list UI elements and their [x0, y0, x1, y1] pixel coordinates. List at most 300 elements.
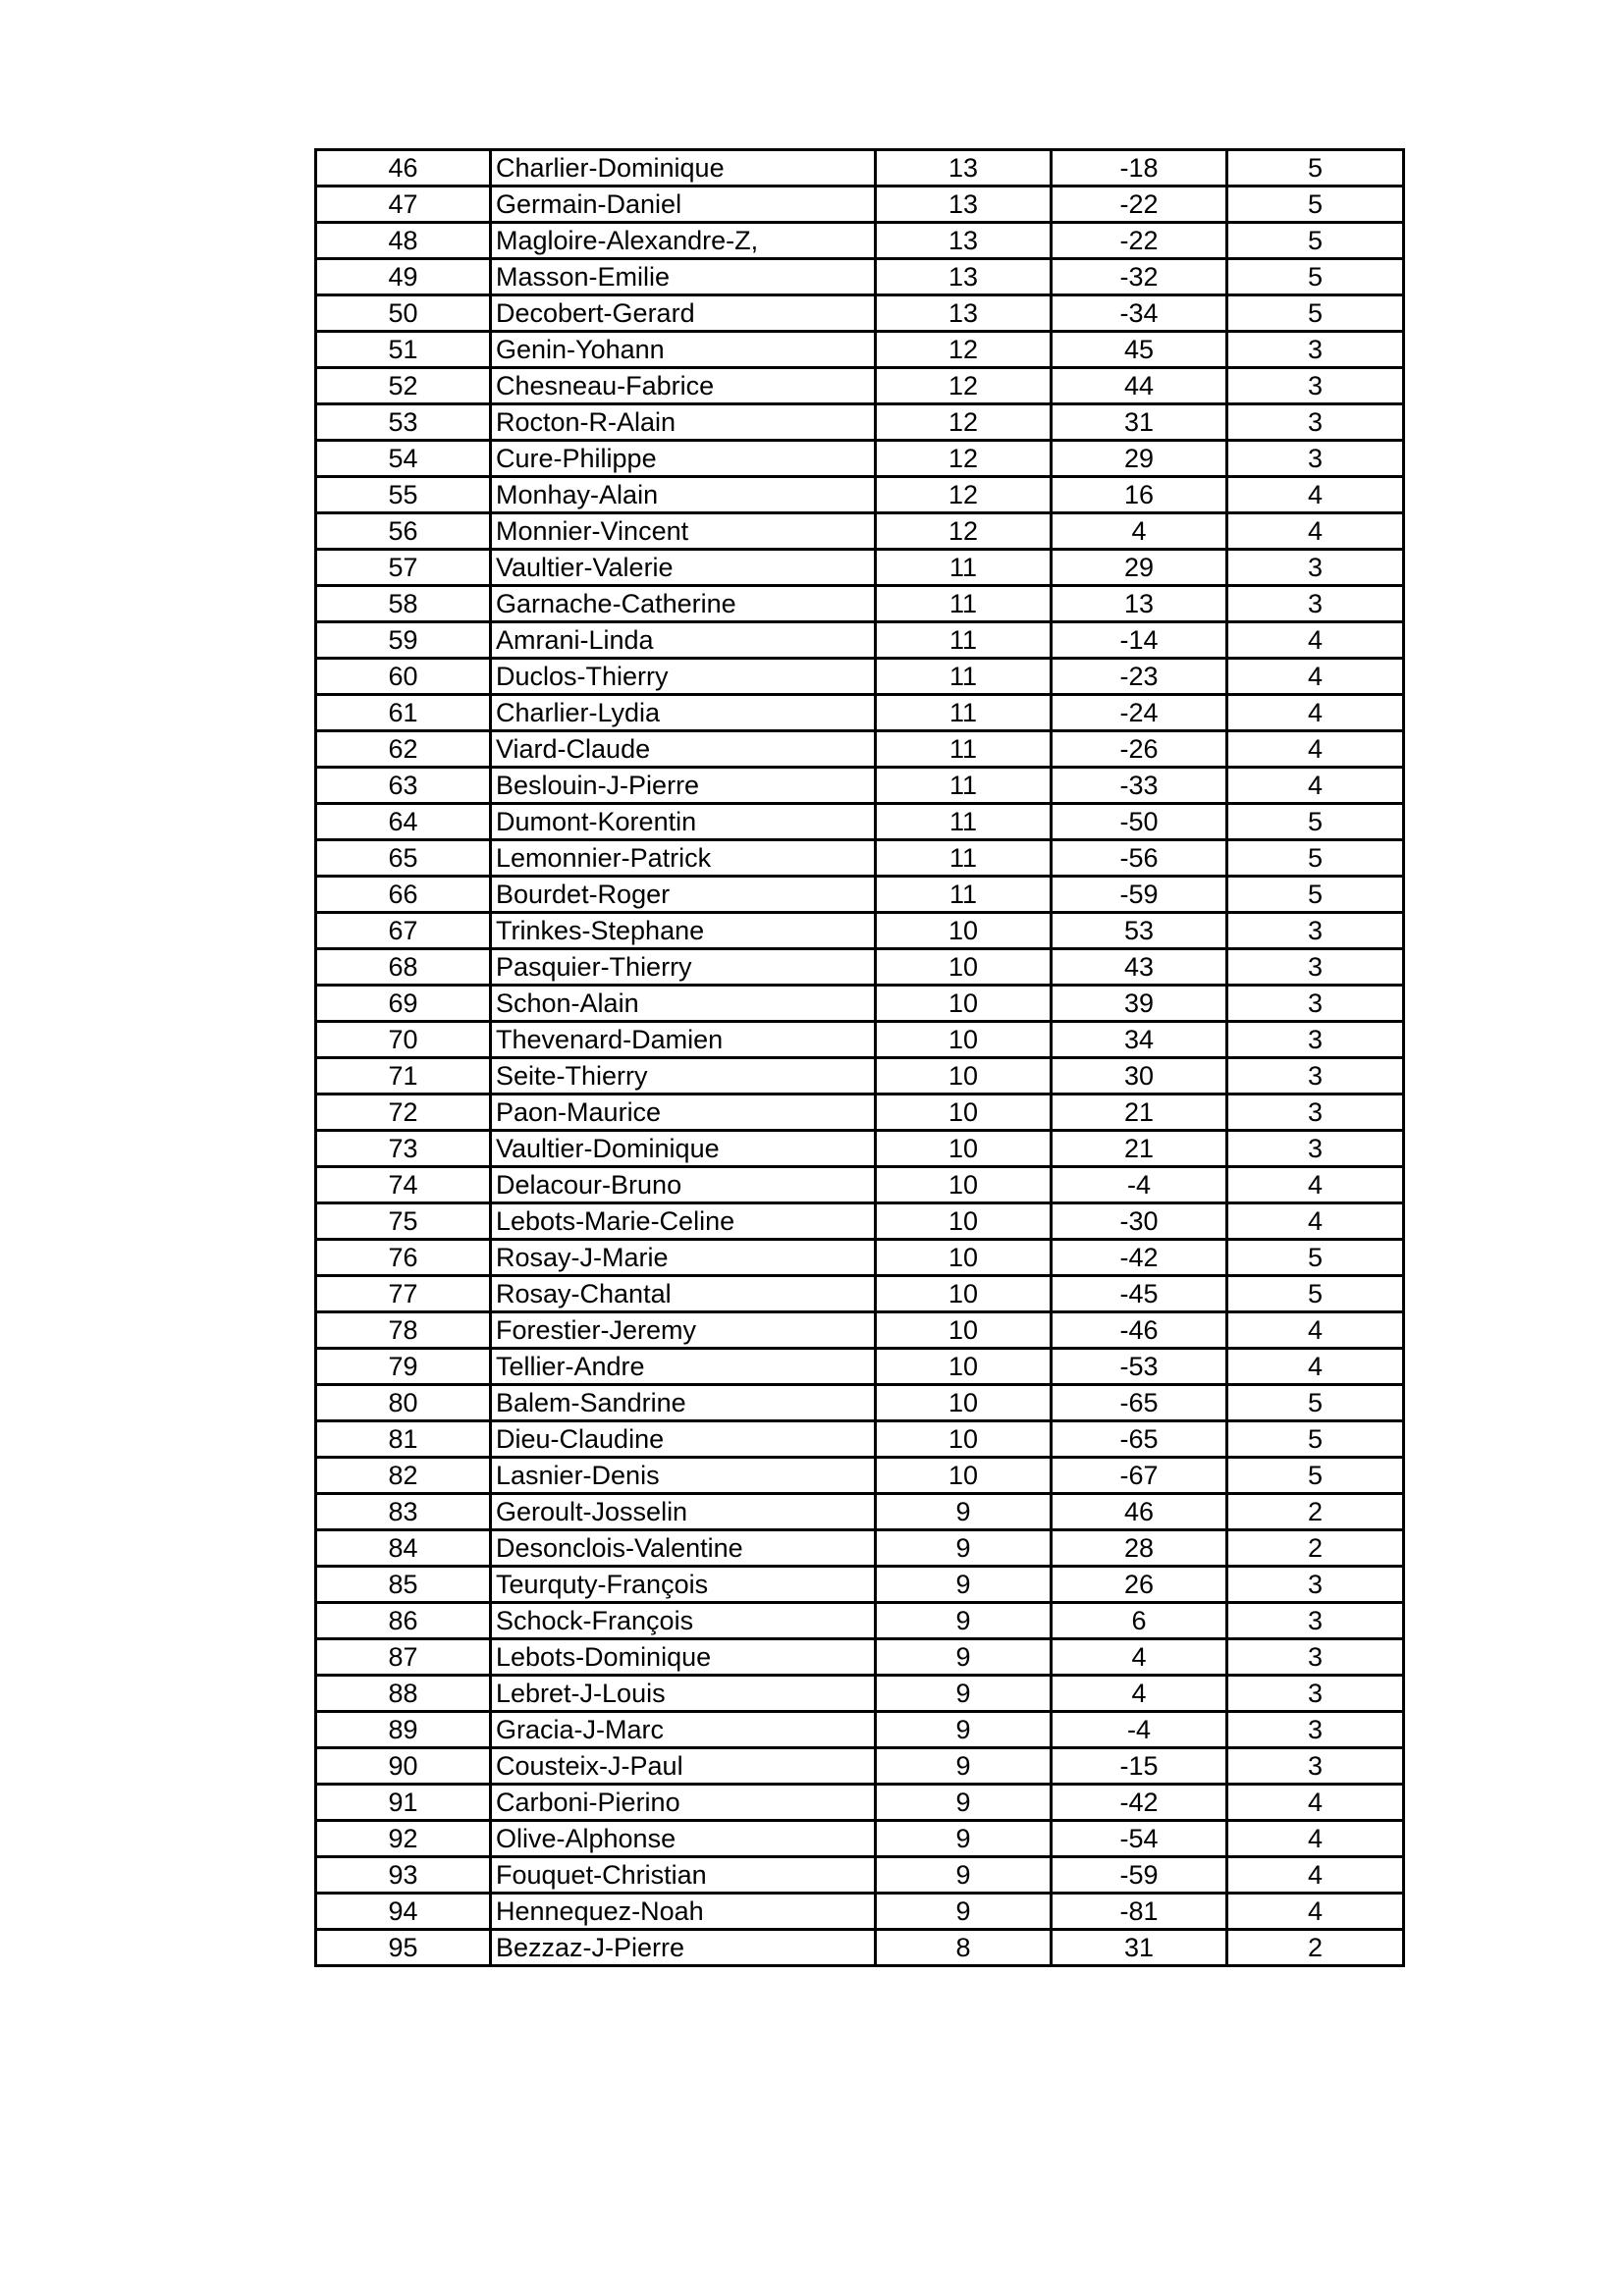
table-row	[316, 1785, 1404, 1821]
difference-cell: -59	[1052, 1857, 1227, 1894]
difference-cell: 6	[1052, 1603, 1227, 1639]
table-row	[316, 1058, 1404, 1095]
name-cell: Decobert-Gerard	[491, 295, 876, 332]
difference-cell: 45	[1052, 332, 1227, 368]
rank-cell: 78	[316, 1312, 491, 1349]
table-row	[316, 1894, 1404, 1930]
rank-cell: 51	[316, 332, 491, 368]
points-cell: 12	[876, 368, 1052, 404]
difference-cell: 34	[1052, 1022, 1227, 1058]
table-row	[316, 1494, 1404, 1530]
rank-cell: 69	[316, 986, 491, 1022]
count-cell: 4	[1227, 622, 1404, 659]
name-cell: Monhay-Alain	[491, 477, 876, 513]
name-cell: Lebret-J-Louis	[491, 1676, 876, 1712]
difference-cell: -22	[1052, 223, 1227, 259]
points-cell: 13	[876, 259, 1052, 295]
name-cell: Schon-Alain	[491, 986, 876, 1022]
rank-cell: 62	[316, 731, 491, 768]
count-cell: 3	[1227, 949, 1404, 986]
points-cell: 9	[876, 1857, 1052, 1894]
count-cell: 3	[1227, 1712, 1404, 1748]
table-row	[316, 768, 1404, 804]
count-cell: 3	[1227, 1567, 1404, 1603]
difference-cell: 31	[1052, 1930, 1227, 1966]
table-row	[316, 1276, 1404, 1312]
name-cell: Lasnier-Denis	[491, 1458, 876, 1494]
difference-cell: 29	[1052, 550, 1227, 586]
difference-cell: -30	[1052, 1203, 1227, 1240]
points-cell: 10	[876, 1131, 1052, 1167]
count-cell: 5	[1227, 259, 1404, 295]
count-cell: 3	[1227, 1603, 1404, 1639]
table-row	[316, 1930, 1404, 1966]
table-row	[316, 1022, 1404, 1058]
difference-cell: -65	[1052, 1421, 1227, 1458]
name-cell: Dumont-Korentin	[491, 804, 876, 840]
difference-cell: 44	[1052, 368, 1227, 404]
count-cell: 3	[1227, 913, 1404, 949]
name-cell: Pasquier-Thierry	[491, 949, 876, 986]
rank-cell: 88	[316, 1676, 491, 1712]
name-cell: Masson-Emilie	[491, 259, 876, 295]
points-cell: 10	[876, 1167, 1052, 1203]
points-cell: 10	[876, 1276, 1052, 1312]
points-cell: 10	[876, 949, 1052, 986]
points-cell: 10	[876, 986, 1052, 1022]
name-cell: Lemonnier-Patrick	[491, 840, 876, 877]
difference-cell: -22	[1052, 187, 1227, 223]
difference-cell: 53	[1052, 913, 1227, 949]
name-cell: Beslouin-J-Pierre	[491, 768, 876, 804]
difference-cell: 4	[1052, 1676, 1227, 1712]
rank-cell: 70	[316, 1022, 491, 1058]
rank-cell: 77	[316, 1276, 491, 1312]
difference-cell: -34	[1052, 295, 1227, 332]
difference-cell: 31	[1052, 404, 1227, 441]
points-cell: 9	[876, 1785, 1052, 1821]
difference-cell: -42	[1052, 1785, 1227, 1821]
rank-cell: 86	[316, 1603, 491, 1639]
name-cell: Bezzaz-J-Pierre	[491, 1930, 876, 1966]
difference-cell: -56	[1052, 840, 1227, 877]
table-row	[316, 986, 1404, 1022]
difference-cell: 30	[1052, 1058, 1227, 1095]
table-row	[316, 1131, 1404, 1167]
count-cell: 5	[1227, 150, 1404, 187]
points-cell: 13	[876, 223, 1052, 259]
count-cell: 3	[1227, 1748, 1404, 1785]
table-row	[316, 1857, 1404, 1894]
difference-cell: -26	[1052, 731, 1227, 768]
rank-cell: 53	[316, 404, 491, 441]
count-cell: 4	[1227, 768, 1404, 804]
table-row	[316, 441, 1404, 477]
table-row	[316, 1821, 1404, 1857]
points-cell: 12	[876, 441, 1052, 477]
difference-cell: -4	[1052, 1167, 1227, 1203]
points-cell: 11	[876, 877, 1052, 913]
count-cell: 3	[1227, 586, 1404, 622]
name-cell: Gracia-J-Marc	[491, 1712, 876, 1748]
name-cell: Rosay-Chantal	[491, 1276, 876, 1312]
points-cell: 11	[876, 659, 1052, 695]
table-row	[316, 949, 1404, 986]
difference-cell: -46	[1052, 1312, 1227, 1349]
name-cell: Olive-Alphonse	[491, 1821, 876, 1857]
rank-cell: 46	[316, 150, 491, 187]
rank-cell: 67	[316, 913, 491, 949]
name-cell: Desonclois-Valentine	[491, 1530, 876, 1567]
points-cell: 9	[876, 1894, 1052, 1930]
rank-cell: 94	[316, 1894, 491, 1930]
table-row	[316, 913, 1404, 949]
count-cell: 4	[1227, 1821, 1404, 1857]
count-cell: 2	[1227, 1530, 1404, 1567]
points-cell: 10	[876, 1458, 1052, 1494]
table-row	[316, 1676, 1404, 1712]
difference-cell: 16	[1052, 477, 1227, 513]
name-cell: Vaultier-Valerie	[491, 550, 876, 586]
points-cell: 9	[876, 1639, 1052, 1676]
table-row	[316, 840, 1404, 877]
difference-cell: 39	[1052, 986, 1227, 1022]
name-cell: Balem-Sandrine	[491, 1385, 876, 1421]
points-cell: 12	[876, 332, 1052, 368]
rank-cell: 74	[316, 1167, 491, 1203]
table-row	[316, 1603, 1404, 1639]
name-cell: Chesneau-Fabrice	[491, 368, 876, 404]
name-cell: Rosay-J-Marie	[491, 1240, 876, 1276]
count-cell: 4	[1227, 1894, 1404, 1930]
table-row	[316, 332, 1404, 368]
points-cell: 11	[876, 731, 1052, 768]
points-cell: 10	[876, 1240, 1052, 1276]
rank-cell: 65	[316, 840, 491, 877]
count-cell: 4	[1227, 1785, 1404, 1821]
points-cell: 9	[876, 1748, 1052, 1785]
points-cell: 10	[876, 1385, 1052, 1421]
name-cell: Magloire-Alexandre-Z,	[491, 223, 876, 259]
points-cell: 11	[876, 622, 1052, 659]
rank-cell: 66	[316, 877, 491, 913]
count-cell: 3	[1227, 332, 1404, 368]
name-cell: Carboni-Pierino	[491, 1785, 876, 1821]
count-cell: 2	[1227, 1494, 1404, 1530]
table-row	[316, 1349, 1404, 1385]
table-row	[316, 1095, 1404, 1131]
name-cell: Trinkes-Stephane	[491, 913, 876, 949]
count-cell: 5	[1227, 1240, 1404, 1276]
rank-cell: 73	[316, 1131, 491, 1167]
rank-cell: 92	[316, 1821, 491, 1857]
table-row	[316, 1748, 1404, 1785]
rank-cell: 95	[316, 1930, 491, 1966]
count-cell: 5	[1227, 295, 1404, 332]
points-cell: 13	[876, 295, 1052, 332]
name-cell: Paon-Maurice	[491, 1095, 876, 1131]
difference-cell: -54	[1052, 1821, 1227, 1857]
rank-cell: 76	[316, 1240, 491, 1276]
rank-cell: 90	[316, 1748, 491, 1785]
difference-cell: -53	[1052, 1349, 1227, 1385]
results-table-body	[316, 150, 1404, 1966]
rank-cell: 83	[316, 1494, 491, 1530]
table-row	[316, 1712, 1404, 1748]
rank-cell: 48	[316, 223, 491, 259]
table-row	[316, 1530, 1404, 1567]
count-cell: 5	[1227, 1385, 1404, 1421]
name-cell: Rocton-R-Alain	[491, 404, 876, 441]
difference-cell: 13	[1052, 586, 1227, 622]
points-cell: 11	[876, 768, 1052, 804]
name-cell: Thevenard-Damien	[491, 1022, 876, 1058]
name-cell: Schock-François	[491, 1603, 876, 1639]
points-cell: 12	[876, 477, 1052, 513]
table-row	[316, 695, 1404, 731]
table-row	[316, 513, 1404, 550]
rank-cell: 52	[316, 368, 491, 404]
difference-cell: -67	[1052, 1458, 1227, 1494]
count-cell: 3	[1227, 1058, 1404, 1095]
points-cell: 11	[876, 840, 1052, 877]
table-row	[316, 1203, 1404, 1240]
difference-cell: -42	[1052, 1240, 1227, 1276]
table-row	[316, 295, 1404, 332]
points-cell: 11	[876, 550, 1052, 586]
points-cell: 10	[876, 913, 1052, 949]
table-row	[316, 877, 1404, 913]
count-cell: 4	[1227, 1167, 1404, 1203]
count-cell: 5	[1227, 187, 1404, 223]
table-row	[316, 1421, 1404, 1458]
name-cell: Germain-Daniel	[491, 187, 876, 223]
points-cell: 9	[876, 1712, 1052, 1748]
points-cell: 9	[876, 1603, 1052, 1639]
name-cell: Tellier-Andre	[491, 1349, 876, 1385]
points-cell: 9	[876, 1567, 1052, 1603]
name-cell: Genin-Yohann	[491, 332, 876, 368]
table-row	[316, 368, 1404, 404]
difference-cell: 21	[1052, 1131, 1227, 1167]
count-cell: 4	[1227, 1312, 1404, 1349]
difference-cell: -14	[1052, 622, 1227, 659]
difference-cell: -24	[1052, 695, 1227, 731]
name-cell: Lebots-Marie-Celine	[491, 1203, 876, 1240]
count-cell: 5	[1227, 1276, 1404, 1312]
difference-cell: 29	[1052, 441, 1227, 477]
rank-cell: 63	[316, 768, 491, 804]
count-cell: 3	[1227, 1676, 1404, 1712]
table-row	[316, 404, 1404, 441]
rank-cell: 75	[316, 1203, 491, 1240]
name-cell: Viard-Claude	[491, 731, 876, 768]
points-cell: 10	[876, 1349, 1052, 1385]
difference-cell: 21	[1052, 1095, 1227, 1131]
count-cell: 4	[1227, 1203, 1404, 1240]
table-row	[316, 187, 1404, 223]
difference-cell: -33	[1052, 768, 1227, 804]
rank-cell: 56	[316, 513, 491, 550]
table-row	[316, 223, 1404, 259]
points-cell: 10	[876, 1203, 1052, 1240]
rank-cell: 71	[316, 1058, 491, 1095]
difference-cell: 4	[1052, 1639, 1227, 1676]
rank-cell: 58	[316, 586, 491, 622]
difference-cell: 28	[1052, 1530, 1227, 1567]
name-cell: Charlier-Dominique	[491, 150, 876, 187]
table-row	[316, 1240, 1404, 1276]
table-row	[316, 1385, 1404, 1421]
count-cell: 4	[1227, 695, 1404, 731]
difference-cell: 46	[1052, 1494, 1227, 1530]
table-row	[316, 1312, 1404, 1349]
difference-cell: -23	[1052, 659, 1227, 695]
difference-cell: -81	[1052, 1894, 1227, 1930]
count-cell: 5	[1227, 223, 1404, 259]
rank-cell: 87	[316, 1639, 491, 1676]
points-cell: 12	[876, 404, 1052, 441]
points-cell: 8	[876, 1930, 1052, 1966]
points-cell: 10	[876, 1421, 1052, 1458]
results-table	[314, 148, 1405, 1967]
table-row	[316, 550, 1404, 586]
name-cell: Dieu-Claudine	[491, 1421, 876, 1458]
difference-cell: 43	[1052, 949, 1227, 986]
difference-cell: -50	[1052, 804, 1227, 840]
name-cell: Vaultier-Dominique	[491, 1131, 876, 1167]
rank-cell: 84	[316, 1530, 491, 1567]
table-row	[316, 1458, 1404, 1494]
count-cell: 3	[1227, 1022, 1404, 1058]
rank-cell: 79	[316, 1349, 491, 1385]
table-row	[316, 150, 1404, 187]
count-cell: 3	[1227, 1639, 1404, 1676]
points-cell: 13	[876, 187, 1052, 223]
rank-cell: 80	[316, 1385, 491, 1421]
name-cell: Hennequez-Noah	[491, 1894, 876, 1930]
rank-cell: 81	[316, 1421, 491, 1458]
name-cell: Cousteix-J-Paul	[491, 1748, 876, 1785]
count-cell: 3	[1227, 368, 1404, 404]
points-cell: 10	[876, 1058, 1052, 1095]
difference-cell: -15	[1052, 1748, 1227, 1785]
count-cell: 4	[1227, 1349, 1404, 1385]
name-cell: Amrani-Linda	[491, 622, 876, 659]
rank-cell: 68	[316, 949, 491, 986]
name-cell: Lebots-Dominique	[491, 1639, 876, 1676]
name-cell: Monnier-Vincent	[491, 513, 876, 550]
name-cell: Charlier-Lydia	[491, 695, 876, 731]
count-cell: 5	[1227, 804, 1404, 840]
count-cell: 3	[1227, 441, 1404, 477]
rank-cell: 59	[316, 622, 491, 659]
points-cell: 11	[876, 695, 1052, 731]
table-row	[316, 1167, 1404, 1203]
table-row	[316, 1639, 1404, 1676]
name-cell: Cure-Philippe	[491, 441, 876, 477]
difference-cell: 26	[1052, 1567, 1227, 1603]
name-cell: Teurquty-François	[491, 1567, 876, 1603]
name-cell: Duclos-Thierry	[491, 659, 876, 695]
rank-cell: 47	[316, 187, 491, 223]
rank-cell: 91	[316, 1785, 491, 1821]
difference-cell: 4	[1052, 513, 1227, 550]
count-cell: 5	[1227, 1458, 1404, 1494]
rank-cell: 61	[316, 695, 491, 731]
table-row	[316, 477, 1404, 513]
count-cell: 5	[1227, 840, 1404, 877]
table-row	[316, 259, 1404, 295]
difference-cell: -18	[1052, 150, 1227, 187]
count-cell: 4	[1227, 1857, 1404, 1894]
name-cell: Garnache-Catherine	[491, 586, 876, 622]
count-cell: 4	[1227, 659, 1404, 695]
table-row	[316, 731, 1404, 768]
count-cell: 5	[1227, 1421, 1404, 1458]
count-cell: 2	[1227, 1930, 1404, 1966]
points-cell: 9	[876, 1821, 1052, 1857]
rank-cell: 49	[316, 259, 491, 295]
name-cell: Fouquet-Christian	[491, 1857, 876, 1894]
points-cell: 13	[876, 150, 1052, 187]
table-row	[316, 659, 1404, 695]
difference-cell: -4	[1052, 1712, 1227, 1748]
rank-cell: 60	[316, 659, 491, 695]
points-cell: 11	[876, 804, 1052, 840]
table-row	[316, 622, 1404, 659]
rank-cell: 57	[316, 550, 491, 586]
points-cell: 10	[876, 1022, 1052, 1058]
points-cell: 9	[876, 1494, 1052, 1530]
count-cell: 3	[1227, 1095, 1404, 1131]
points-cell: 10	[876, 1095, 1052, 1131]
count-cell: 4	[1227, 513, 1404, 550]
difference-cell: -59	[1052, 877, 1227, 913]
table-row	[316, 804, 1404, 840]
rank-cell: 89	[316, 1712, 491, 1748]
rank-cell: 93	[316, 1857, 491, 1894]
name-cell: Delacour-Bruno	[491, 1167, 876, 1203]
rank-cell: 54	[316, 441, 491, 477]
rank-cell: 82	[316, 1458, 491, 1494]
rank-cell: 85	[316, 1567, 491, 1603]
count-cell: 5	[1227, 877, 1404, 913]
table-row	[316, 586, 1404, 622]
rank-cell: 50	[316, 295, 491, 332]
points-cell: 11	[876, 586, 1052, 622]
name-cell: Geroult-Josselin	[491, 1494, 876, 1530]
points-cell: 12	[876, 513, 1052, 550]
rank-cell: 64	[316, 804, 491, 840]
rank-cell: 55	[316, 477, 491, 513]
points-cell: 10	[876, 1312, 1052, 1349]
difference-cell: -45	[1052, 1276, 1227, 1312]
name-cell: Bourdet-Roger	[491, 877, 876, 913]
count-cell: 3	[1227, 404, 1404, 441]
table-row	[316, 1567, 1404, 1603]
points-cell: 9	[876, 1530, 1052, 1567]
name-cell: Seite-Thierry	[491, 1058, 876, 1095]
difference-cell: -65	[1052, 1385, 1227, 1421]
count-cell: 4	[1227, 731, 1404, 768]
points-cell: 9	[876, 1676, 1052, 1712]
name-cell: Forestier-Jeremy	[491, 1312, 876, 1349]
count-cell: 3	[1227, 1131, 1404, 1167]
count-cell: 3	[1227, 550, 1404, 586]
count-cell: 3	[1227, 986, 1404, 1022]
difference-cell: -32	[1052, 259, 1227, 295]
